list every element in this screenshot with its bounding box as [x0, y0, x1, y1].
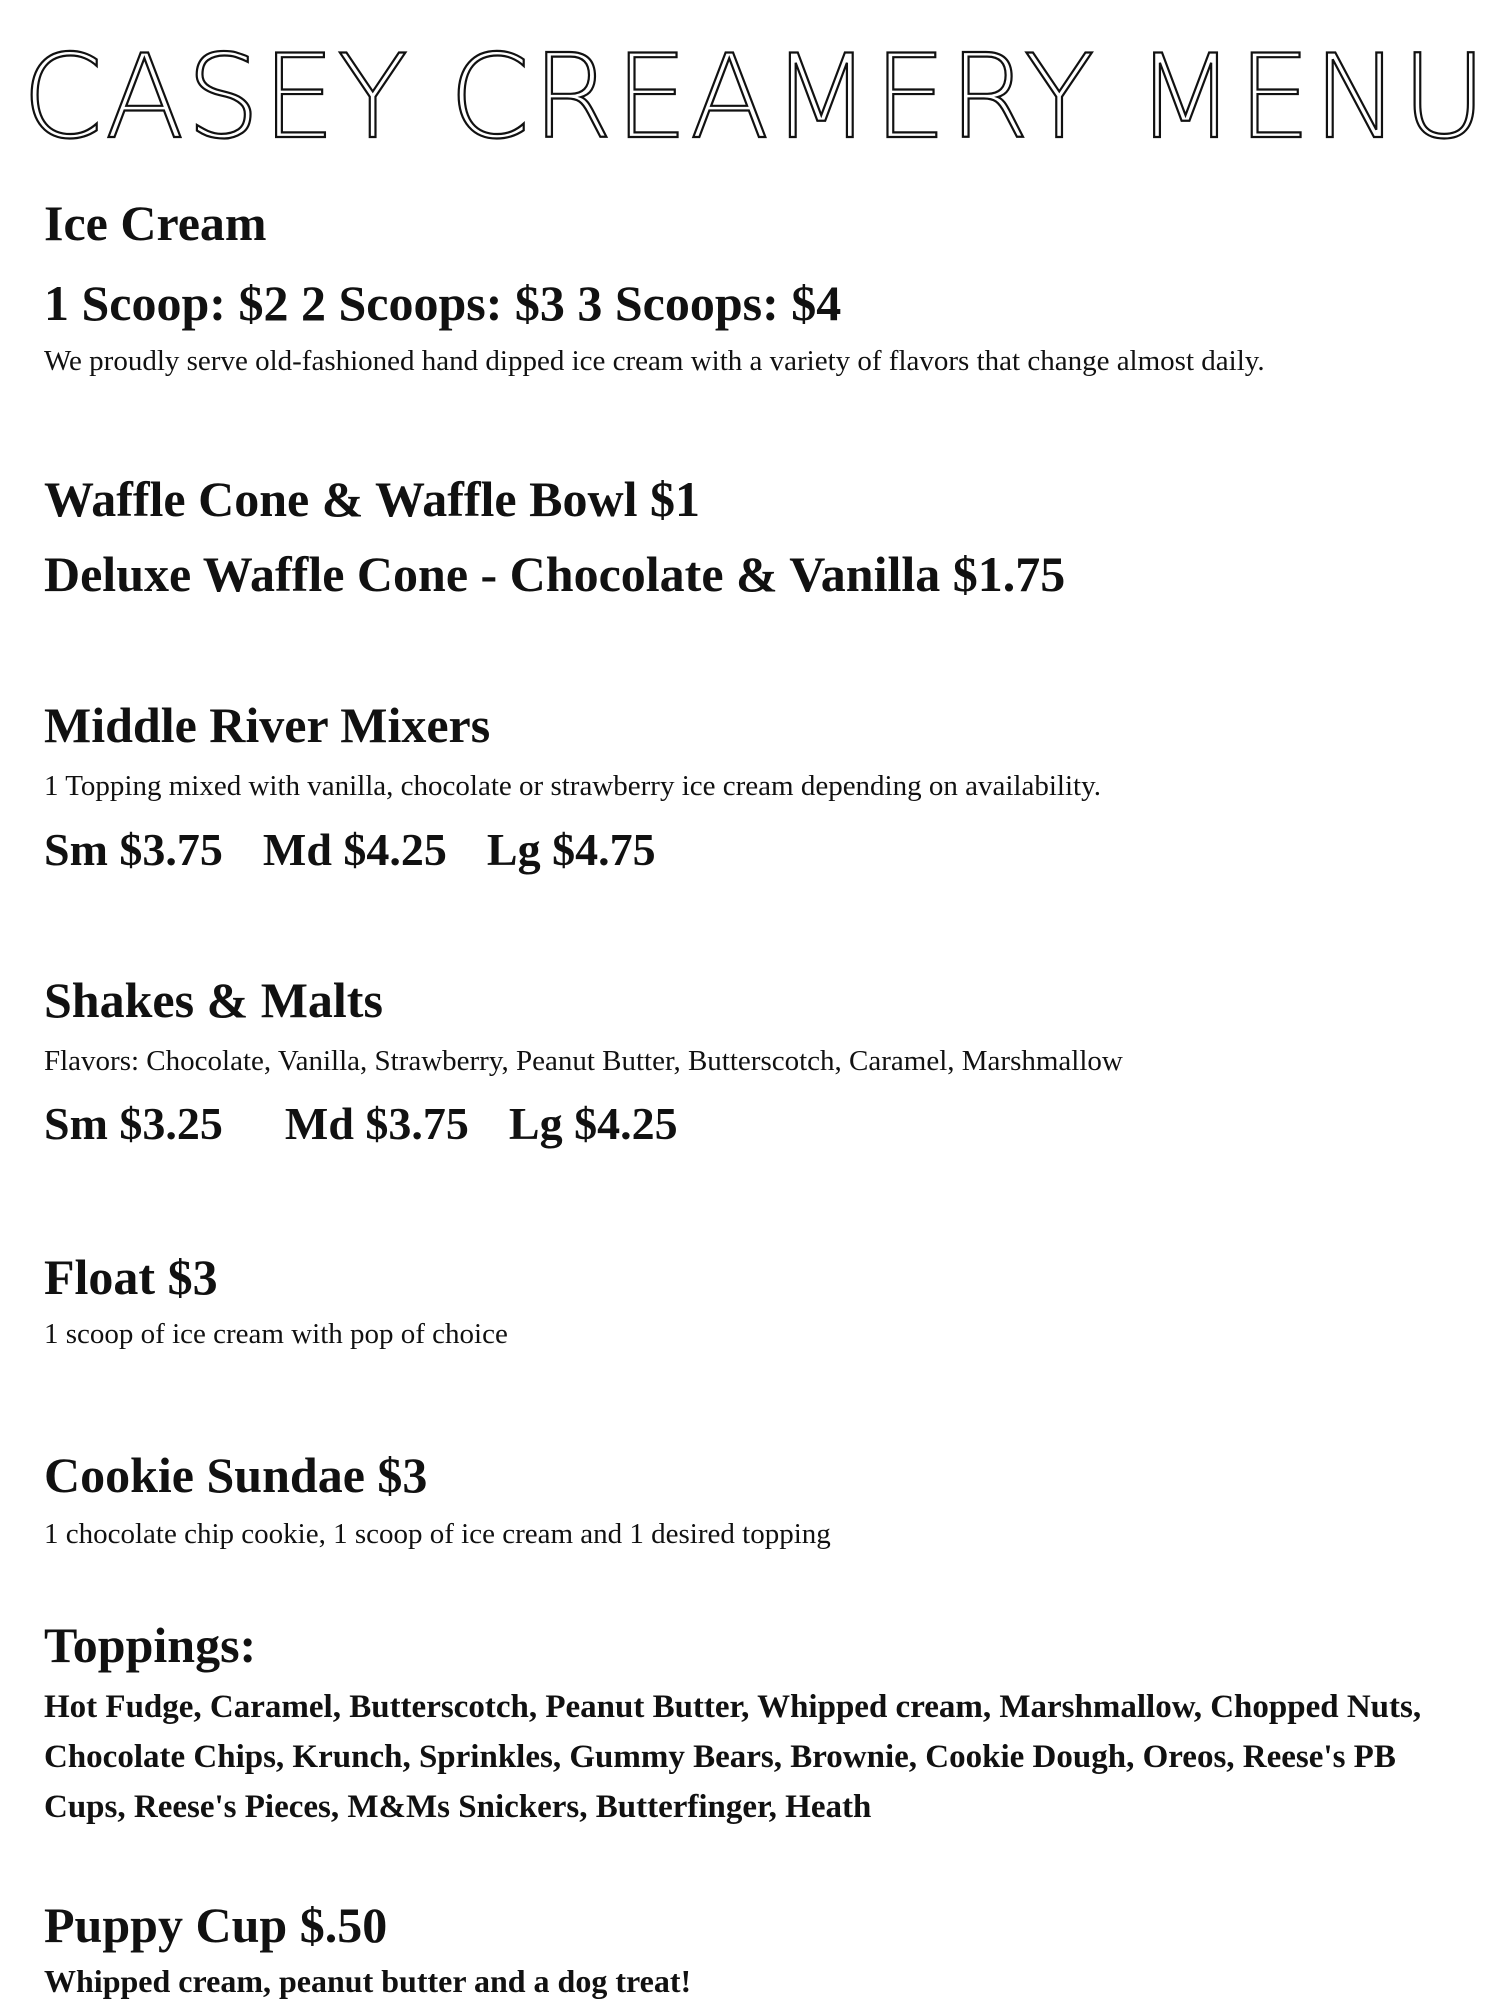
shakes-heading: Shakes & Malts — [44, 972, 383, 1028]
deluxe-waffle-cone-line: Deluxe Waffle Cone - Chocolate & Vanilla $1.75 — [44, 546, 1066, 602]
toppings-heading: Toppings: — [44, 1617, 257, 1673]
shakes-price-lg: Lg $4.25 — [508, 1098, 678, 1149]
ice-cream-heading: Ice Cream — [44, 195, 267, 251]
shakes-price-sm: Sm $3.25 — [44, 1098, 223, 1149]
toppings-list: Hot Fudge, Caramel, Butterscotch, Peanut Butter, Whipped cream, Marshmallow, Chopped Nuts, Chocolate Chips, Krunch, Sprinkles, Gummy Bears, Brownie, Cookie Dough, Oreos, Reese's PB Cups, Reese's Pieces, M&Ms Snickers, Butterfinger, Heath — [44, 1689, 1422, 1825]
mixers-description: 1 Topping mixed with vanilla, chocolate or strawberry ice cream depending on availability. — [44, 770, 1101, 802]
shakes-price-md: Md $3.75 — [284, 1098, 469, 1149]
mixers-price-md: Md $4.25 — [262, 824, 447, 875]
mixers-price-lg: Lg $4.75 — [486, 824, 656, 875]
puppy-cup-heading: Puppy Cup $.50 — [44, 1897, 388, 1953]
float-heading: Float $3 — [44, 1249, 218, 1305]
menu-title: CASEY CREAMERY MENU — [22, 30, 1489, 165]
mixers-price-sm: Sm $3.75 — [44, 824, 223, 875]
cookie-sundae-description: 1 chocolate chip cookie, 1 scoop of ice cream and 1 desired topping — [44, 1518, 831, 1550]
ice-cream-description: We proudly serve old-fashioned hand dipped ice cream with a variety of flavors that change almost daily. — [44, 345, 1265, 377]
shakes-prices — [44, 1098, 1464, 1149]
puppy-cup-description: Whipped cream, peanut butter and a dog treat! — [44, 1963, 692, 1999]
shakes-description: Flavors: Chocolate, Vanilla, Strawberry, Peanut Butter, Butterscotch, Caramel, Marshmallow — [44, 1045, 1123, 1077]
cookie-sundae-heading: Cookie Sundae $3 — [44, 1447, 428, 1503]
float-description: 1 scoop of ice cream with pop of choice — [44, 1318, 508, 1350]
mixers-heading: Middle River Mixers — [44, 697, 491, 753]
waffle-cone-line: Waffle Cone & Waffle Bowl $1 — [44, 471, 700, 527]
mixers-prices — [44, 824, 1464, 875]
ice-cream-prices: 1 Scoop: $2 2 Scoops: $3 3 Scoops: $4 — [44, 275, 842, 331]
